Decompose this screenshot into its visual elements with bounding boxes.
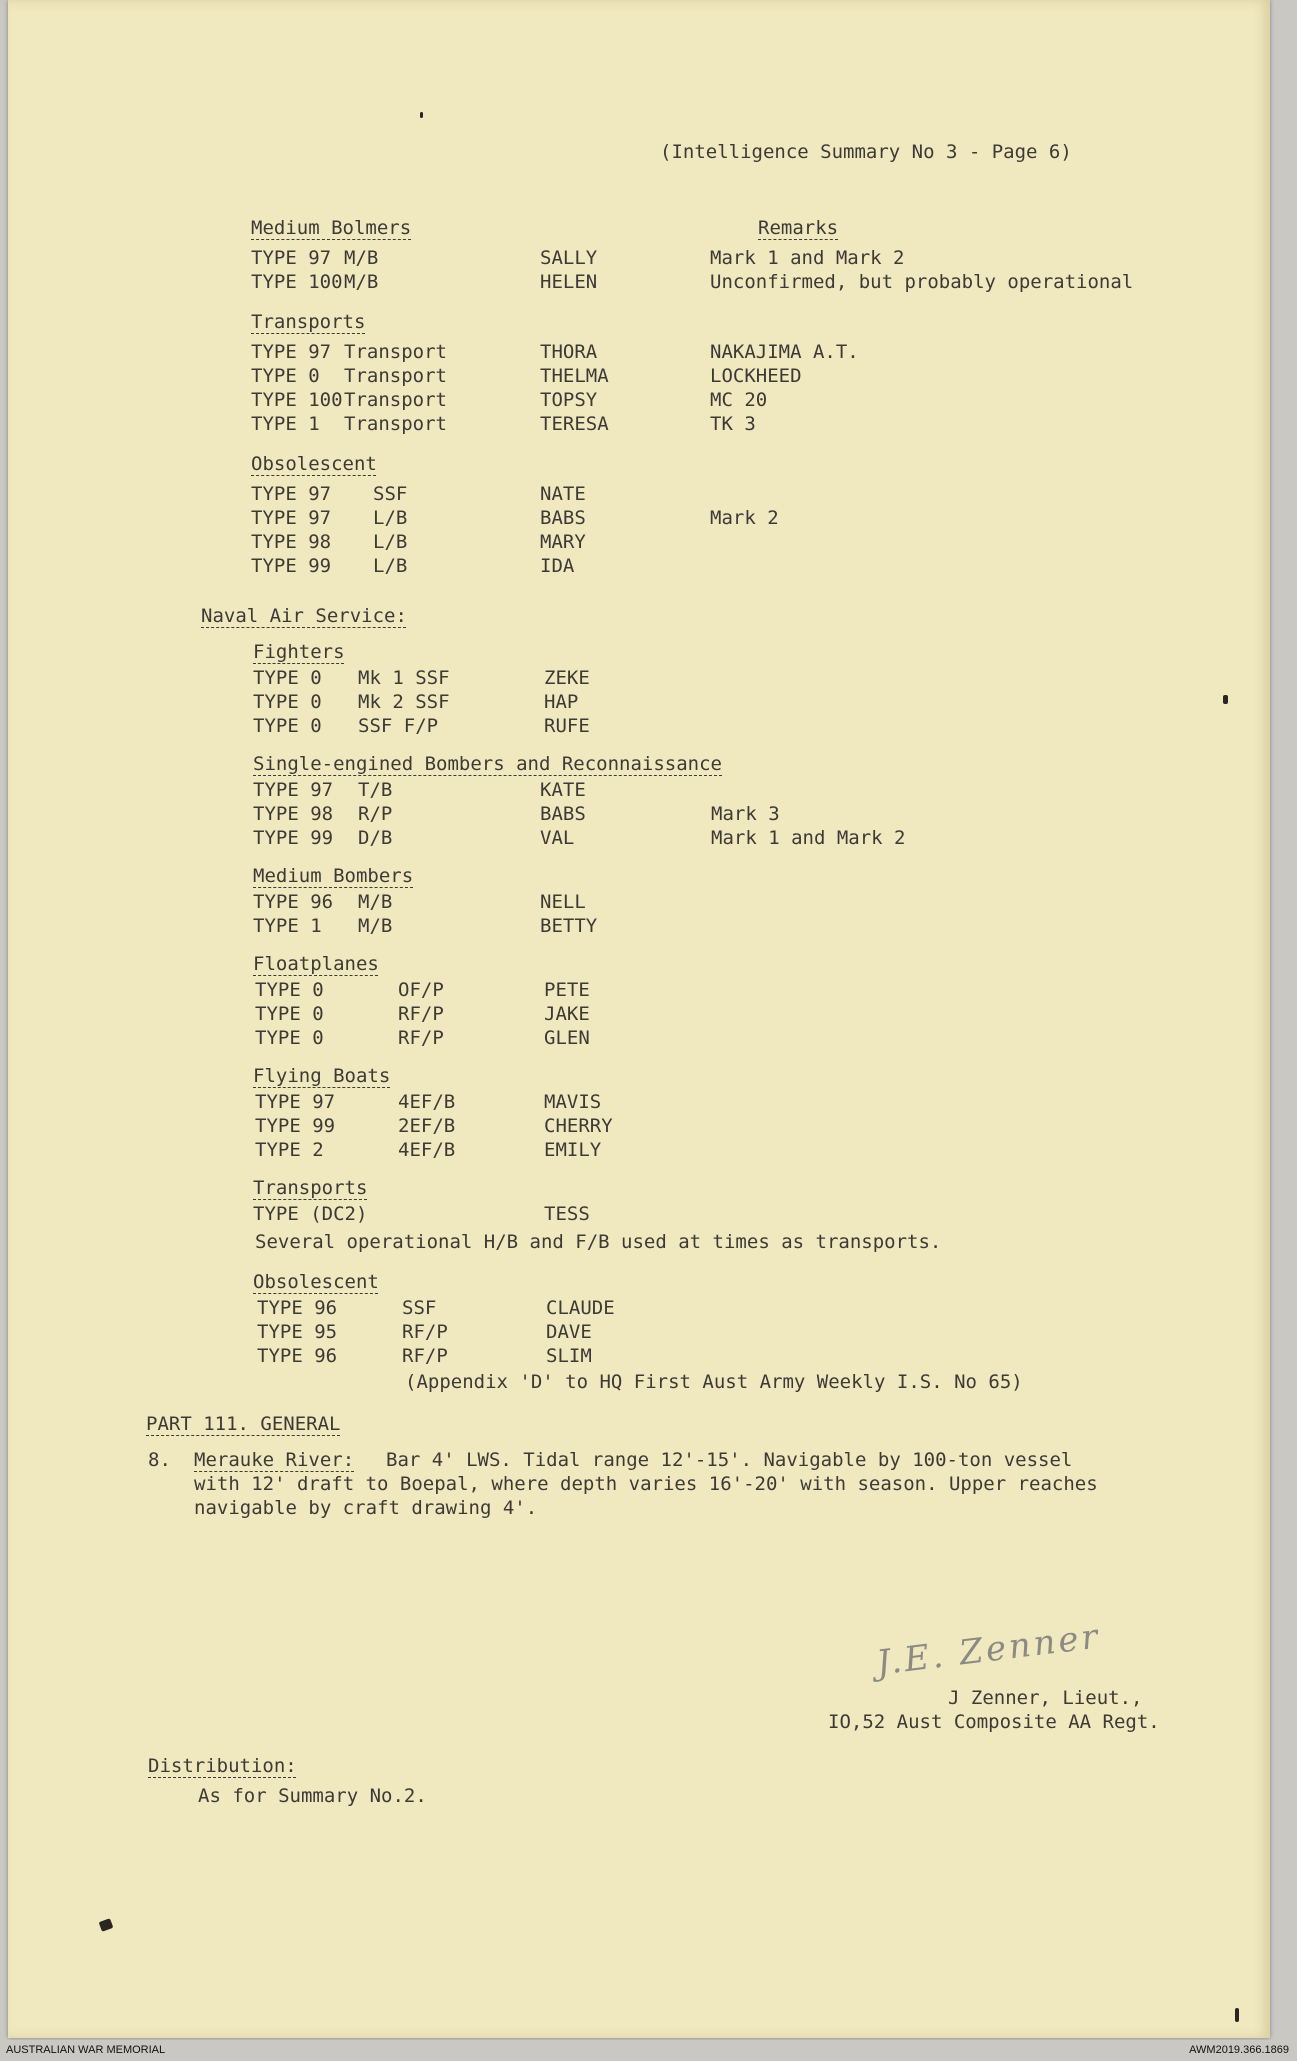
code-name: TOPSY [540,389,598,411]
aircraft-type: TYPE 96 [253,891,334,913]
ink-speck [1235,2008,1239,2022]
aircraft-type: TYPE 97 [251,507,332,529]
aircraft-type: TYPE 95 [257,1321,338,1343]
aircraft-role: L/B [373,507,408,529]
code-name: BABS [540,507,586,529]
remark: Mark 3 [711,803,780,825]
remark: Mark 2 [710,507,779,529]
remark: LOCKHEED [710,365,802,387]
aircraft-role: Transport [344,389,447,411]
aircraft-type: TYPE 1 [251,413,320,435]
aircraft-row [8,1026,1248,1050]
aircraft-role: M/B [344,247,379,269]
aircraft-role: M/B [344,271,379,293]
aircraft-role: L/B [373,555,408,577]
remarks-heading: Remarks [758,217,839,239]
aircraft-role: D/B [358,827,393,849]
aircraft-role: RF/P [402,1345,448,1367]
section-heading: Medium Bolmers [251,217,412,239]
code-name: GLEN [544,1027,590,1049]
naval-heading: Naval Air Service: [201,605,407,627]
aircraft-row [8,1344,1248,1368]
aircraft-row [8,1320,1248,1344]
code-name: TERESA [540,413,609,435]
document-page [8,0,1270,2038]
section-heading: Fighters [253,641,345,663]
aircraft-row [8,412,1248,436]
aircraft-row [8,482,1248,506]
section-heading: Flying Boats [253,1065,391,1087]
code-name: DAVE [546,1321,592,1343]
section-heading: Floatplanes [253,953,379,975]
aircraft-row [8,1090,1248,1114]
aircraft-row [8,246,1248,270]
aircraft-type: TYPE 97 [251,247,332,269]
code-name: SLIM [546,1345,592,1367]
page-header: (Intelligence Summary No 3 - Page 6) [660,141,1072,163]
aircraft-row [8,1202,1248,1226]
aircraft-row [8,826,1248,850]
paragraph-line: navigable by craft drawing 4'. [194,1497,538,1519]
archive-reference: AWM2019.366.1869 [1189,2044,1289,2056]
aircraft-row [8,690,1248,714]
aircraft-role: 4EF/B [398,1139,456,1161]
aircraft-type: TYPE 100 [251,389,343,411]
ink-speck [1223,695,1228,704]
code-name: HELEN [540,271,598,293]
section-heading: Obsolescent [253,1271,379,1293]
code-name: CHERRY [544,1115,613,1137]
aircraft-type: TYPE 0 [255,979,324,1001]
aircraft-role: Transport [344,341,447,363]
distribution-text: As for Summary No.2. [198,1785,427,1807]
aircraft-type: TYPE (DC2) [253,1203,368,1225]
aircraft-type: TYPE 0 [255,1027,324,1049]
aircraft-type: TYPE 99 [255,1115,336,1137]
aircraft-role: Transport [344,413,447,435]
aircraft-row [8,388,1248,412]
aircraft-row [8,1296,1248,1320]
signatory-name: J Zenner, Lieut., [948,1687,1143,1709]
aircraft-row [8,914,1248,938]
aircraft-type: TYPE 0 [253,715,322,737]
aircraft-role: Transport [344,365,447,387]
aircraft-row [8,1114,1248,1138]
aircraft-role: RF/P [398,1003,444,1025]
aircraft-type: TYPE 0 [253,667,322,689]
appendix-reference: (Appendix 'D' to HQ First Aust Army Weekly I.S. No 65) [405,1371,1023,1393]
aircraft-role: M/B [358,915,393,937]
code-name: IDA [540,555,575,577]
aircraft-row [8,364,1248,388]
code-name: JAKE [544,1003,590,1025]
aircraft-role: OF/P [398,979,444,1001]
ink-speck [420,112,423,118]
aircraft-type: TYPE 0 [251,365,320,387]
aircraft-role: Mk 1 SSF [358,667,450,689]
aircraft-role: 4EF/B [398,1091,456,1113]
paragraph-number: 8. [148,1449,171,1471]
aircraft-type: TYPE 96 [257,1297,338,1319]
aircraft-type: TYPE 97 [253,779,334,801]
section-heading: Obsolescent [251,453,377,475]
code-name: HAP [544,691,579,713]
aircraft-type: TYPE 0 [253,691,322,713]
aircraft-row [8,714,1248,738]
aircraft-role: SSF [373,483,408,505]
aircraft-row [8,978,1248,1002]
aircraft-role: 2EF/B [398,1115,456,1137]
code-name: BABS [540,803,586,825]
signatory-unit: IO,52 Aust Composite AA Regt. [828,1711,1160,1733]
code-name: EMILY [544,1139,602,1161]
code-name: MARY [540,531,586,553]
aircraft-type: TYPE 100 [251,271,343,293]
aircraft-type: TYPE 96 [257,1345,338,1367]
code-name: THELMA [540,365,609,387]
aircraft-row [8,554,1248,578]
aircraft-type: TYPE 1 [253,915,322,937]
distribution-heading: Distribution: [148,1755,297,1777]
aircraft-role: RF/P [402,1321,448,1343]
aircraft-role: T/B [358,779,393,801]
code-name: SALLY [540,247,598,269]
code-name: THORA [540,341,598,363]
code-name: MAVIS [544,1091,602,1113]
archive-footer [0,2040,1297,2061]
aircraft-row [8,340,1248,364]
paragraph-title: Merauke River: [194,1449,355,1471]
aircraft-row [8,778,1248,802]
aircraft-type: TYPE 98 [251,531,332,553]
aircraft-type: TYPE 99 [251,555,332,577]
aircraft-row [8,890,1248,914]
remark: Mark 1 and Mark 2 [711,827,906,849]
remark: NAKAJIMA A.T. [710,341,859,363]
paragraph-line: Bar 4' LWS. Tidal range 12'-15'. Navigable by 100-ton vessel [386,1449,1073,1471]
aircraft-row [8,802,1248,826]
archive-label: AUSTRALIAN WAR MEMORIAL [6,2044,166,2056]
aircraft-role: L/B [373,531,408,553]
aircraft-row [8,530,1248,554]
aircraft-row [8,1002,1248,1026]
aircraft-role: RF/P [398,1027,444,1049]
section-heading: Transports [251,311,366,333]
aircraft-role: R/P [358,803,393,825]
handwritten-signature: J.E. Zenner [874,1616,1103,1684]
document-content [8,0,1270,2038]
section-heading: Medium Bombers [253,865,414,887]
aircraft-type: TYPE 98 [253,803,334,825]
remark: MC 20 [710,389,768,411]
code-name: BETTY [540,915,598,937]
aircraft-row [8,506,1248,530]
aircraft-row [8,666,1248,690]
code-name: TESS [544,1203,590,1225]
aircraft-role: SSF F/P [358,715,439,737]
aircraft-role: SSF [402,1297,437,1319]
aircraft-type: TYPE 97 [255,1091,336,1113]
code-name: ZEKE [544,667,590,689]
aircraft-type: TYPE 97 [251,483,332,505]
code-name: RUFE [544,715,590,737]
aircraft-type: TYPE 97 [251,341,332,363]
code-name: NELL [540,891,586,913]
aircraft-type: TYPE 2 [255,1139,324,1161]
aircraft-role: Mk 2 SSF [358,691,450,713]
code-name: KATE [540,779,586,801]
paragraph-line: with 12' draft to Boepal, where depth varies 16'-20' with season. Upper reaches [194,1473,1098,1495]
section-heading: Transports [253,1177,368,1199]
aircraft-type: TYPE 0 [255,1003,324,1025]
section-heading: Single-engined Bombers and Reconnaissance [253,753,722,775]
remark: Unconfirmed, but probably operational [710,271,1134,293]
code-name: CLAUDE [546,1297,615,1319]
part-heading: PART 111. GENERAL [146,1413,341,1435]
aircraft-row [8,1138,1248,1162]
aircraft-row [8,270,1248,294]
code-name: PETE [544,979,590,1001]
aircraft-type: TYPE 99 [253,827,334,849]
code-name: NATE [540,483,586,505]
transport-note: Several operational H/B and F/B used at times as transports. [255,1231,942,1253]
remark: TK 3 [710,413,756,435]
remark: Mark 1 and Mark 2 [710,247,905,269]
aircraft-role: M/B [358,891,393,913]
code-name: VAL [540,827,575,849]
